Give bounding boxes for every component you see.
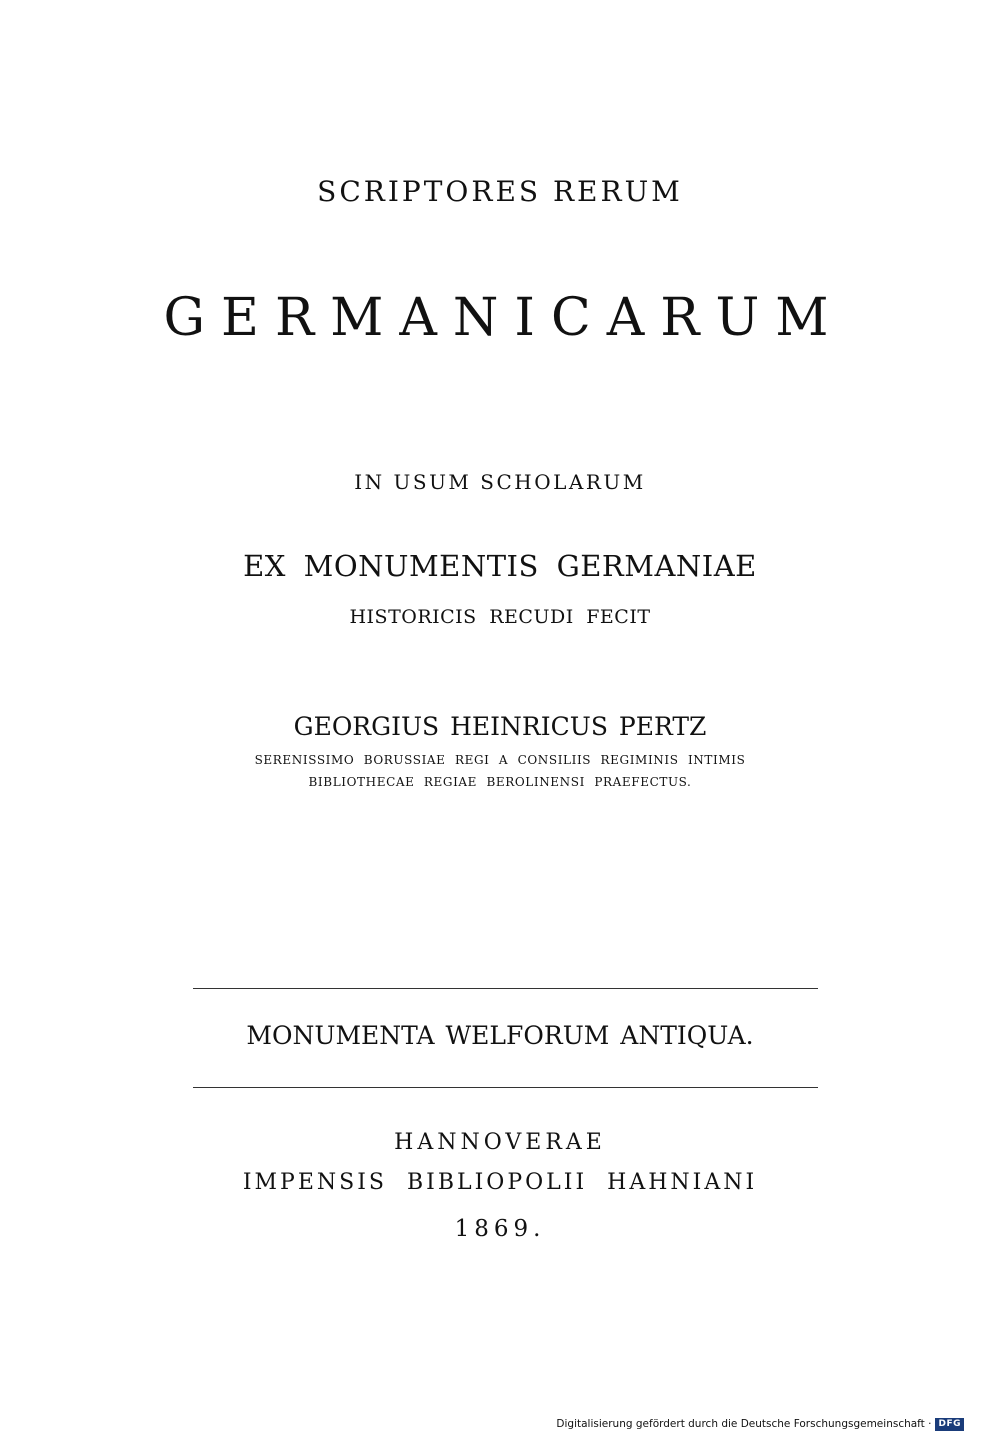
top-divider	[193, 988, 818, 989]
digitization-note: Digitalisierung gefördert durch die Deutsche Forschungsgemeinschaft ·	[556, 1418, 932, 1430]
in-usum-line: IN USUM SCHOLARUM	[354, 470, 646, 494]
series-line-1: SCRIPTORES RERUM	[317, 175, 683, 208]
imprint-place: HANNOVERAE	[394, 1130, 606, 1155]
digitization-footer	[556, 1415, 964, 1433]
series-line-2: GERMANICARUM	[163, 288, 845, 348]
dfg-logo-icon: DFG	[935, 1418, 964, 1431]
imprint-year: 1869.	[454, 1216, 546, 1242]
volume-title: MONUMENTA WELFORUM ANTIQUA.	[246, 1021, 754, 1050]
bottom-divider	[193, 1087, 818, 1088]
historicis-line: HISTORICIS RECUDI FECIT	[349, 606, 651, 628]
editor-title-line-2: BIBLIOTHECAE REGIAE BEROLINENSI PRAEFECTUS.	[308, 775, 692, 789]
imprint-publisher: IMPENSIS BIBLIOPOLII HAHNIANI	[242, 1170, 758, 1195]
ex-monumentis-line: EX MONUMENTIS GERMANIAE	[243, 549, 757, 583]
editor-name: GEORGIUS HEINRICUS PERTZ	[293, 712, 707, 741]
editor-title-line-1: SERENISSIMO BORUSSIAE REGI A CONSILIIS REGIMINIS INTIMIS	[254, 753, 746, 767]
